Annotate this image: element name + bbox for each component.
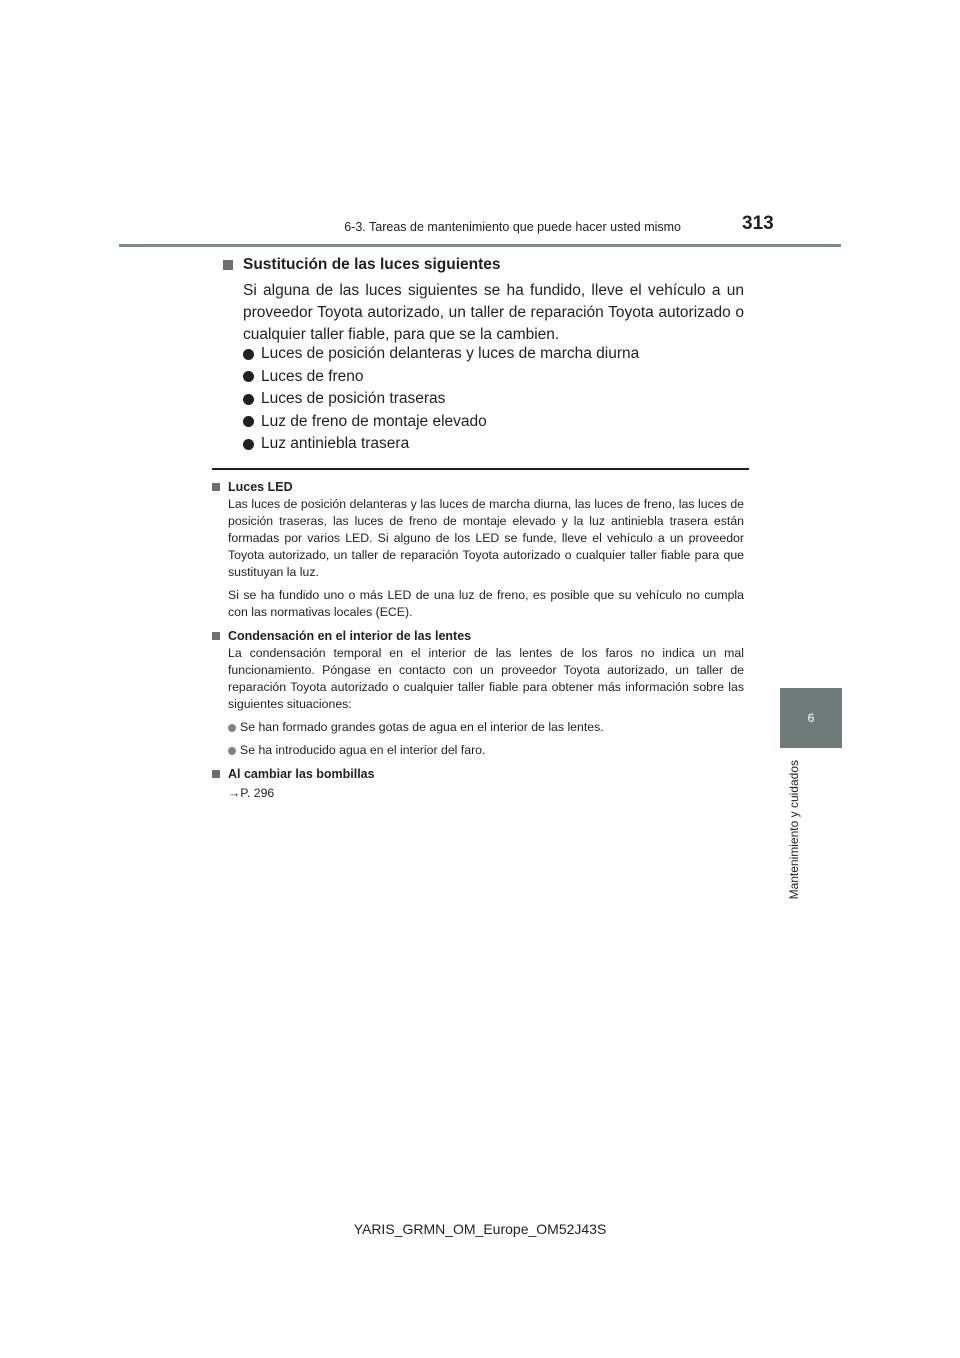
main-heading [223, 256, 501, 274]
page-reference-link[interactable]: →P. 296 [228, 786, 275, 800]
note-list-item [228, 742, 744, 759]
note-heading-led [212, 478, 744, 496]
square-bullet-icon [212, 632, 220, 640]
section-divider [212, 468, 749, 470]
list-item-text: Luz antiniebla trasera [261, 435, 410, 452]
bullet-dot-icon [243, 394, 254, 405]
bullet-dot-icon [243, 371, 254, 382]
square-bullet-icon [212, 483, 220, 491]
chapter-number: 6 [807, 711, 815, 725]
note-list-item-text: Se ha introducido agua en el interior del faro. [240, 743, 486, 757]
chapter-side-title [780, 755, 808, 905]
note-paragraph: Las luces de posición delanteras y las luces de marcha diurna, las luces de freno, las luces de posición traseras, las luces de freno de montaje elevado y la luz antiniebla trasera están formadas por varios LED. Si alguno de los LED se funde, lleve el vehículo a un proveedor Toyota autorizado, un taller de reparación Toyota autorizado o cualquier taller fiable para que sustituyan la luz. [228, 497, 744, 579]
note-list-item [228, 719, 744, 736]
list-item-text: Luz de freno de montaje elevado [261, 412, 487, 430]
note-heading-text: Al cambiar las bombillas [228, 767, 375, 781]
note-heading-text: Condensación en el interior de las lentes [228, 629, 472, 643]
main-heading-text: Sustitución de las luces siguientes [243, 256, 501, 273]
note-heading-bulbs [212, 765, 744, 783]
note-heading-text: Luces LED [228, 480, 293, 494]
list-item-text: Luces de posición traseras [261, 390, 446, 407]
note-list-item-text: Se han formado grandes gotas de agua en el interior de las lentes. [240, 720, 604, 734]
square-bullet-icon [223, 260, 233, 270]
header-divider [119, 244, 841, 247]
lights-list [243, 343, 639, 456]
notes-section [212, 478, 744, 802]
chapter-tab[interactable] [780, 688, 842, 748]
list-item [243, 433, 639, 456]
note-heading-condensation [212, 627, 744, 645]
list-item-text: Luces de posición delanteras y luces de marcha diurna [261, 345, 640, 362]
list-item [243, 388, 639, 411]
bullet-dot-icon [243, 349, 254, 360]
list-item [243, 366, 639, 389]
section-title: 6-3. Tareas de mantenimiento que puede hacer usted mismo [344, 220, 681, 234]
chapter-title: Mantenimiento y cuidados [787, 760, 801, 900]
bullet-dot-icon [228, 724, 236, 732]
list-item-text: Luces de freno [261, 367, 364, 385]
bullet-dot-icon [243, 416, 254, 427]
list-item [243, 343, 639, 366]
note-paragraph: Si se ha fundido uno o más LED de una luz de freno, es posible que su vehículo no cumpla con las normativas locales (ECE). [228, 588, 744, 619]
square-bullet-icon [212, 770, 220, 778]
list-item [243, 411, 639, 434]
main-paragraph: Si alguna de las luces siguientes se ha fundido, lleve el vehículo a un proveedor Toyota autorizado, un taller de reparación Toyota autorizado o cualquier taller fiable, para que se la cambien. [243, 282, 744, 343]
bullet-dot-icon [243, 439, 254, 450]
bullet-dot-icon [228, 747, 236, 755]
note-paragraph: La condensación temporal en el interior de las lentes de los faros no indica un mal funcionamiento. Póngase en contacto con un proveedor Toyota autorizado, un taller de reparación Toyota autorizado o cualquier taller fiable para obtener más información sobre las siguientes situaciones: [228, 646, 744, 711]
page-number: 313 [742, 213, 774, 234]
footer-document-code: YARIS_GRMN_OM_Europe_OM52J43S [353, 1221, 607, 1237]
